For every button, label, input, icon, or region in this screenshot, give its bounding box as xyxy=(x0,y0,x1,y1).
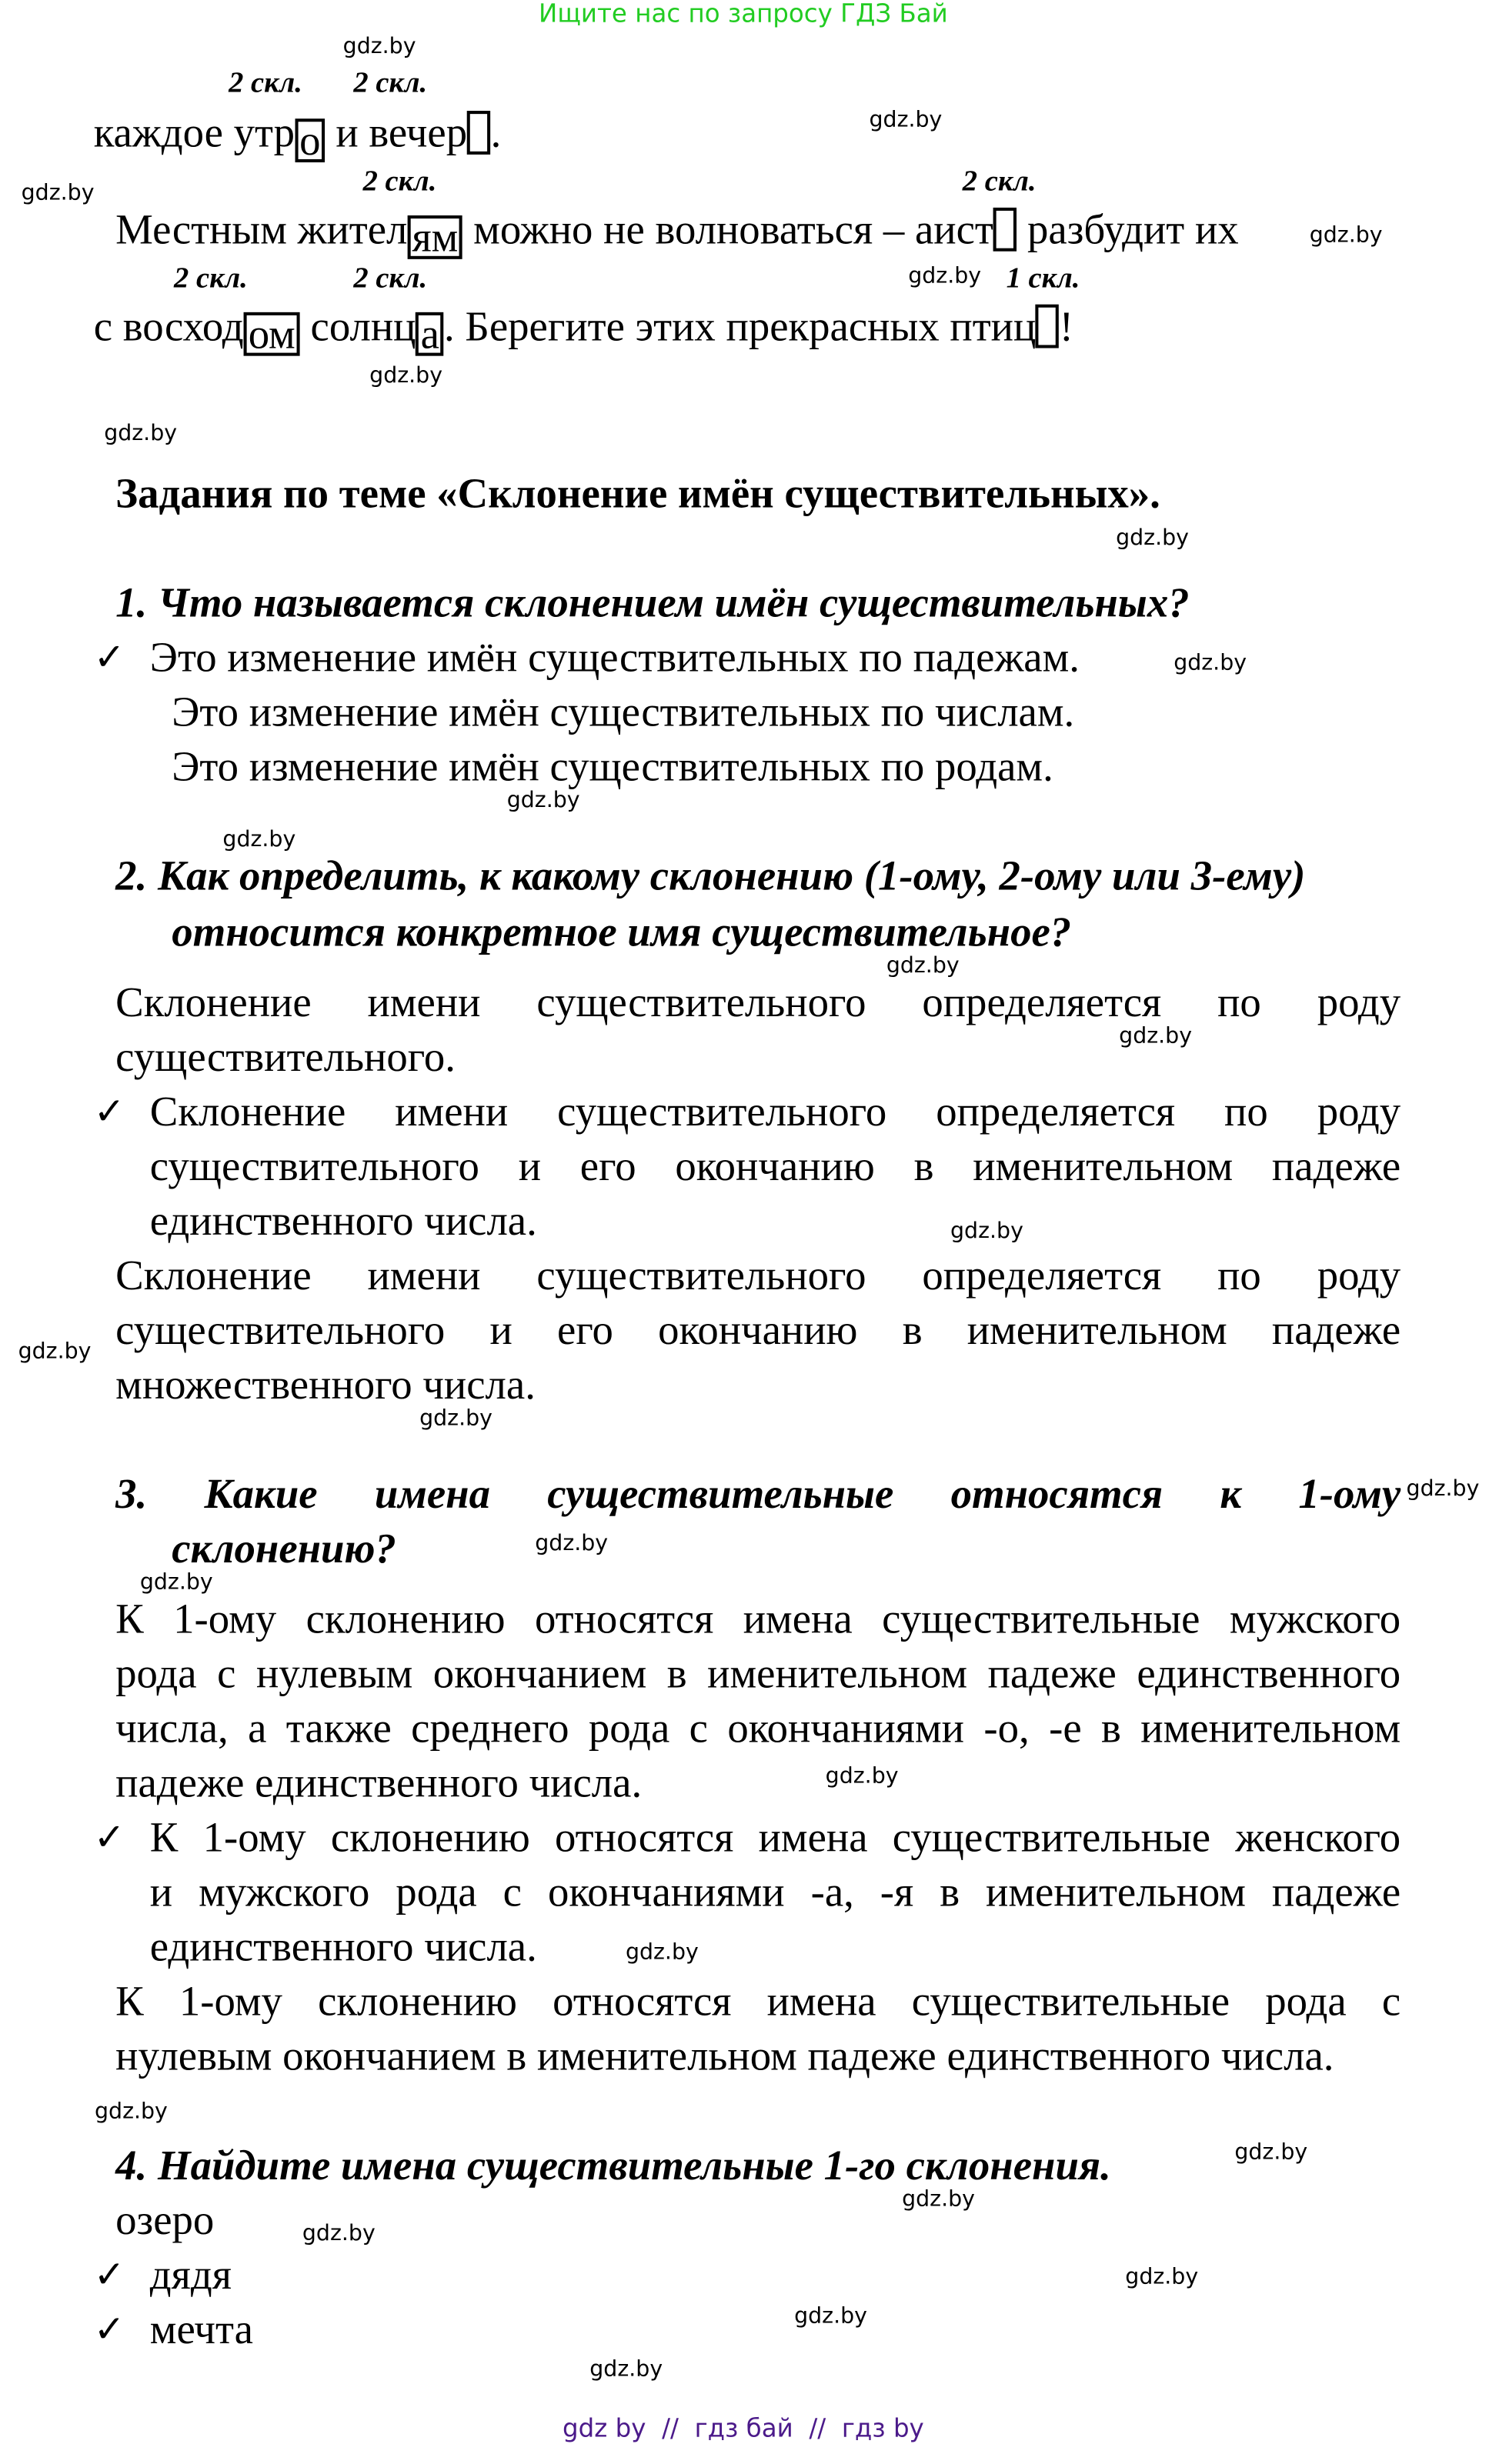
answer-option: множественного числа. xyxy=(115,1361,536,1409)
question-1: 1. Что называется склонением имён существительных? xyxy=(115,578,1190,626)
answer-option: и мужского рода с окончаниями -а, -я в именительном падеже xyxy=(149,1868,1401,1916)
answer-option: дядя xyxy=(149,2251,232,2298)
declension-label: 2 скл. xyxy=(353,67,428,100)
watermark: gdz.by xyxy=(139,1570,213,1595)
footer-banner[interactable]: gdz by // гдз бай // гдз by xyxy=(563,2413,924,2443)
answer-option: Это изменение имён существительных по родам. xyxy=(172,742,1053,790)
watermark: gdz.by xyxy=(342,34,416,60)
watermark: gdz.by xyxy=(535,1531,609,1557)
text: и вечер xyxy=(325,109,468,156)
answer-option: нулевым окончанием в именительном падеже единственного числа. xyxy=(115,2032,1334,2079)
ending-box: ям xyxy=(407,215,462,259)
checkmark-icon: ✓ xyxy=(93,2307,125,2351)
watermark: gdz.by xyxy=(1234,2140,1308,2166)
ending-box: о xyxy=(295,118,326,162)
question-3: 3. Какие имена существительные относятся к 1-ому xyxy=(115,1470,1401,1518)
declension-label: 1 скл. xyxy=(1006,262,1080,295)
declension-label: 2 скл. xyxy=(353,262,428,295)
watermark: gdz.by xyxy=(825,1763,899,1789)
watermark: gdz.by xyxy=(1116,525,1189,552)
answer-option: существительного. xyxy=(115,1033,456,1081)
watermark: gdz.by xyxy=(506,788,580,814)
answer-option: падеже единственного числа. xyxy=(115,1759,643,1806)
watermark: gdz.by xyxy=(18,1339,92,1365)
answer-option: существительного и его окончанию в именительном падеже xyxy=(115,1306,1401,1354)
ending-box xyxy=(467,111,490,155)
answer-option: Склонение имени существительного определяется по роду xyxy=(115,979,1401,1026)
watermark: gdz.by xyxy=(95,2099,168,2125)
declension-label: 2 скл. xyxy=(174,262,248,295)
declension-label: 2 скл. xyxy=(962,165,1037,198)
ending-box xyxy=(1036,305,1059,348)
intro-line-1 xyxy=(93,109,502,165)
checkmark-icon: ✓ xyxy=(93,2252,125,2296)
checkmark-icon: ✓ xyxy=(93,1089,125,1134)
text: . Берегите этих прекрасных птиц xyxy=(443,302,1037,350)
answer-option: единственного числа. xyxy=(149,1922,537,1970)
intro-line-3 xyxy=(93,302,1074,358)
watermark: gdz.by xyxy=(589,2357,663,2382)
answer-option: числа, а также среднего рода с окончаниями -о, -е в именительном xyxy=(115,1704,1401,1752)
question-4: 4. Найдите имена существительные 1-го склонения. xyxy=(115,2142,1111,2189)
question-3-cont: склонению? xyxy=(172,1525,396,1572)
answer-option: Это изменение имён существительных по падежам. xyxy=(149,633,1080,681)
answer-option: озеро xyxy=(115,2196,215,2243)
text: солнц xyxy=(299,302,416,350)
ending-box: а xyxy=(416,312,443,356)
text: Местным жител xyxy=(115,205,408,253)
watermark: gdz.by xyxy=(1119,1024,1193,1049)
header-banner[interactable]: Ищите нас по запросу ГДЗ Бай xyxy=(539,0,948,28)
watermark: gdz.by xyxy=(625,1940,699,1966)
watermark: gdz.by xyxy=(902,2186,975,2212)
watermark: gdz.by xyxy=(1309,223,1383,248)
declension-label: 2 скл. xyxy=(229,67,302,100)
watermark: gdz.by xyxy=(886,953,960,979)
checkmark-icon: ✓ xyxy=(93,635,125,679)
answer-option: Склонение имени существительного определяется по роду xyxy=(149,1088,1401,1135)
question-2: 2. Как определить, к какому склонению (1-ому, 2-ому или 3-ему) xyxy=(115,852,1306,899)
text: . xyxy=(490,109,502,156)
watermark: gdz.by xyxy=(419,1406,492,1432)
text: с восход xyxy=(93,302,244,350)
text: можно не волноваться – аист xyxy=(462,205,993,253)
answer-option: существительного и его окончанию в именительном падеже xyxy=(149,1142,1401,1190)
section-title: Задания по теме «Склонение имён существительных». xyxy=(115,469,1160,517)
watermark: gdz.by xyxy=(794,2304,867,2329)
watermark: gdz.by xyxy=(302,2221,376,2247)
watermark: gdz.by xyxy=(222,827,296,852)
intro-line-2 xyxy=(115,205,1239,261)
text: ! xyxy=(1059,302,1074,350)
text: разбудит их xyxy=(1017,205,1239,253)
answer-option: К 1-ому склонению относятся имена существительные рода с xyxy=(115,1977,1401,2025)
answer-option: Это изменение имён существительных по числам. xyxy=(172,688,1075,735)
ending-box: ом xyxy=(244,312,300,356)
answer-option: мечта xyxy=(149,2306,253,2353)
declension-label: 2 скл. xyxy=(362,165,437,198)
answer-option: К 1-ому склонению относятся имена существительные мужского xyxy=(115,1595,1401,1642)
watermark: gdz.by xyxy=(21,181,95,206)
watermark: gdz.by xyxy=(104,421,178,447)
answer-option: Склонение имени существительного определяется по роду xyxy=(115,1252,1401,1299)
watermark: gdz.by xyxy=(1406,1476,1480,1502)
watermark: gdz.by xyxy=(908,263,982,289)
watermark: gdz.by xyxy=(369,363,443,389)
watermark: gdz.by xyxy=(1173,651,1247,676)
answer-option: единственного числа. xyxy=(149,1197,537,1245)
watermark: gdz.by xyxy=(950,1219,1023,1245)
watermark: gdz.by xyxy=(1125,2265,1199,2290)
question-2-cont: относится конкретное имя существительное? xyxy=(172,908,1072,955)
text: каждое утр xyxy=(93,109,295,156)
answer-option: К 1-ому склонению относятся имена существительные женского xyxy=(149,1813,1401,1861)
answer-option: рода с нулевым окончанием в именительном падеже единственного xyxy=(115,1649,1401,1697)
checkmark-icon: ✓ xyxy=(93,1815,125,1859)
ending-box xyxy=(993,208,1017,252)
watermark: gdz.by xyxy=(869,108,943,133)
